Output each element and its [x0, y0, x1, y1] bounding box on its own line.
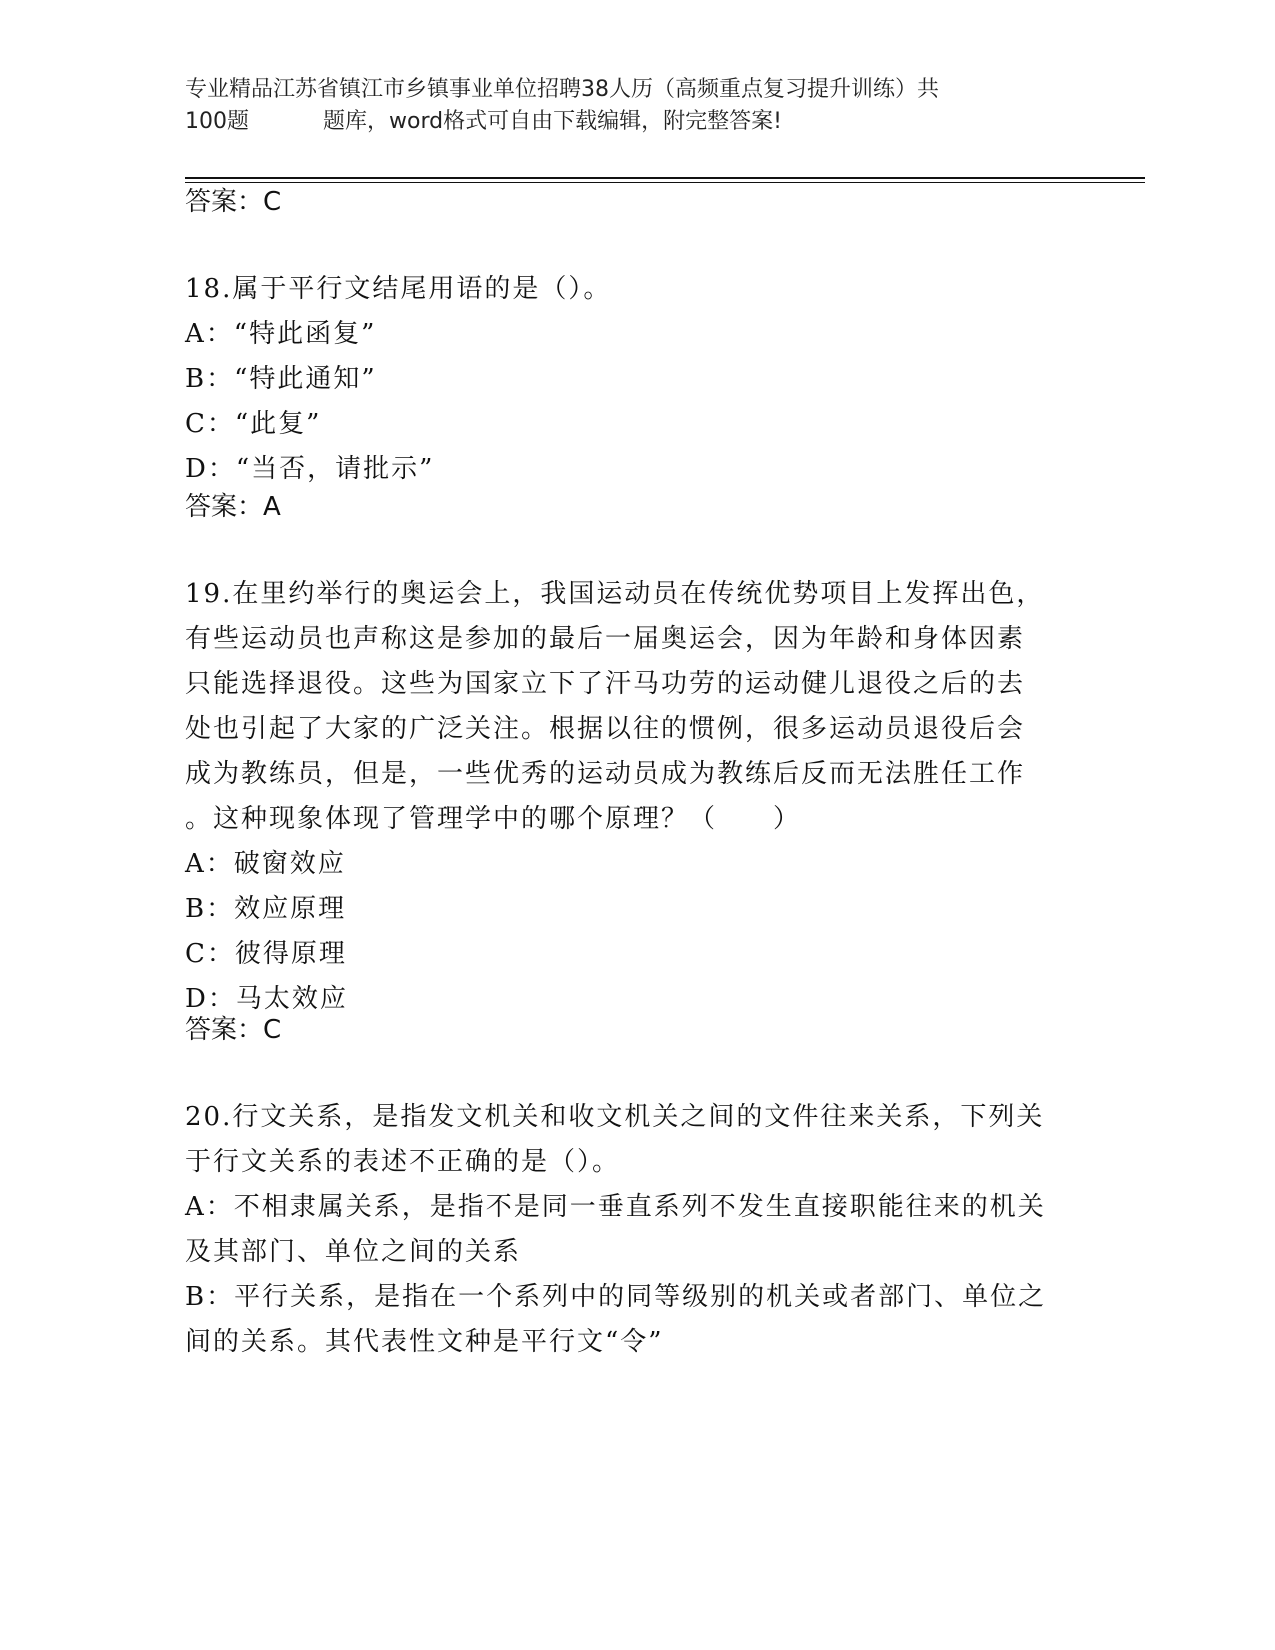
question-20-option-a — [185, 1185, 1065, 1275]
question-18 — [185, 267, 1065, 492]
question-19-stem-line: 19.在里约举行的奥运会上，我国运动员在传统优势项目上发挥出色， — [185, 579, 1045, 609]
question-19-stem-line: 有些运动员也声称这是参加的最后一届奥运会，因为年龄和身体因素 — [185, 624, 1026, 654]
header-question-count: 100题 — [185, 109, 249, 134]
question-18-answer: 答案：A — [185, 492, 281, 522]
question-20-option-b-line: B：平行关系，是指在一个系列中的同等级别的机关或者部门、单位之 — [185, 1282, 1047, 1312]
question-20-option-b — [185, 1275, 1065, 1365]
question-19-stem-line: 只能选择退役。这些为国家立下了汗马功劳的运动健儿退役之后的去 — [185, 669, 1026, 699]
question-20 — [185, 1095, 1065, 1365]
header-description: 题库，word格式可自由下载编辑，附完整答案! — [323, 109, 782, 134]
question-19-option-d: D：马太效应 — [185, 984, 348, 1014]
question-18-option-c: C：“此复” — [185, 409, 322, 439]
question-19-option-b: B：效应原理 — [185, 894, 347, 924]
question-18-option-d: D：“当否，请批示” — [185, 454, 435, 484]
question-18-option-b: B：“特此通知” — [185, 364, 377, 394]
question-19-answer: 答案：C — [185, 1015, 282, 1045]
previous-answer: 答案：C — [185, 187, 282, 217]
document-header — [185, 74, 1045, 138]
question-19 — [185, 572, 1065, 1022]
question-19-stem-line: 成为教练员，但是，一些优秀的运动员成为教练后反而无法胜任工作 — [185, 759, 1026, 789]
header-divider-thin — [185, 182, 1145, 183]
header-title-line-2 — [185, 106, 1045, 138]
question-18-option-a: A：“特此函复” — [185, 319, 377, 349]
question-19-option-c: C：彼得原理 — [185, 939, 347, 969]
question-20-option-a-line: A：不相隶属关系，是指不是同一垂直系列不发生直接职能往来的机关 — [185, 1192, 1046, 1222]
question-20-option-a-line: 及其部门、单位之间的关系 — [185, 1237, 522, 1267]
header-divider-thick — [185, 177, 1145, 179]
question-18-stem: 18.属于平行文结尾用语的是（）。 — [185, 274, 612, 304]
question-20-stem-line: 20.行文关系，是指发文机关和收文机关之间的文件往来关系，下列关 — [185, 1102, 1045, 1132]
question-19-stem-line: 。这种现象体现了管理学中的哪个原理？（ ） — [185, 804, 802, 834]
question-20-option-b-line: 间的关系。其代表性文种是平行文“令” — [185, 1327, 664, 1357]
question-19-option-a: A：破窗效应 — [185, 849, 346, 879]
question-19-stem-line: 处也引起了大家的广泛关注。根据以往的惯例，很多运动员退役后会 — [185, 714, 1026, 744]
question-20-stem-line: 于行文关系的表述不正确的是（）。 — [185, 1147, 621, 1177]
header-title-line-1: 专业精品江苏省镇江市乡镇事业单位招聘38人历（高频重点复习提升训练）共 — [185, 77, 939, 102]
